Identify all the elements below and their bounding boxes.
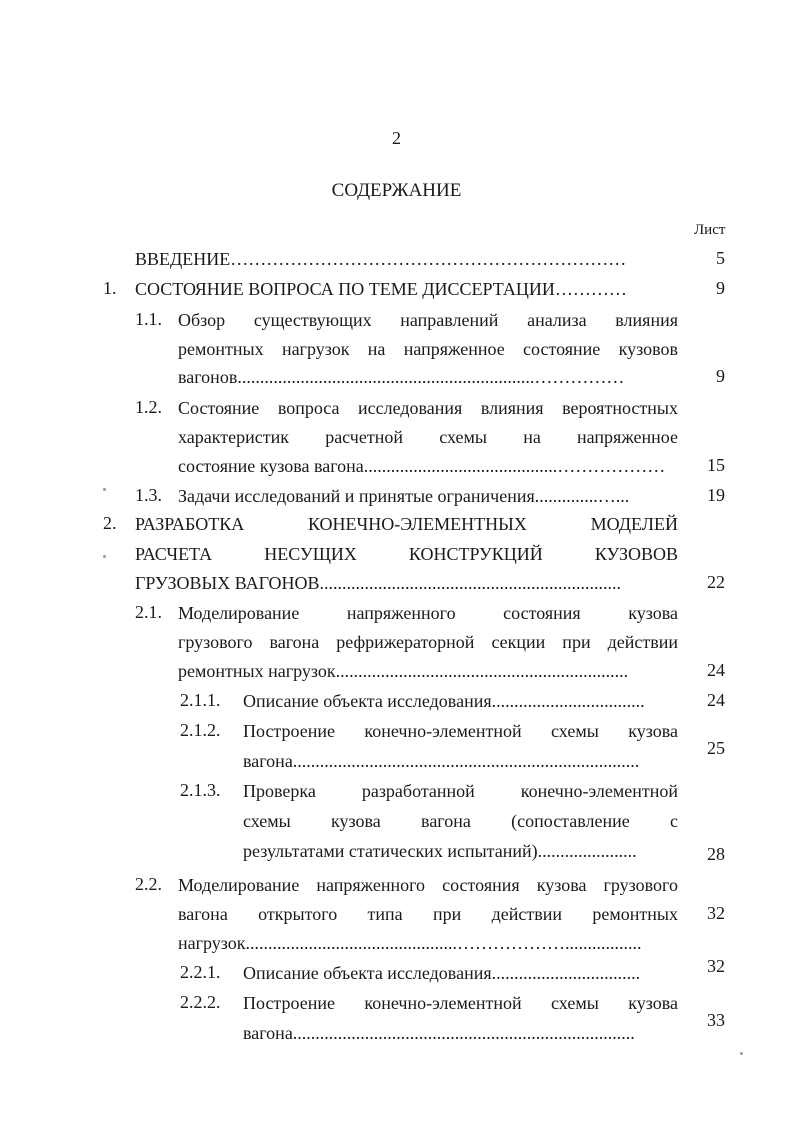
toc-entry-text: Задачи исследований и принятые ограничения..............…... bbox=[178, 486, 630, 506]
toc-entry-text: вагона............................................................................. bbox=[243, 751, 640, 771]
toc-entry-number: 2. bbox=[103, 513, 117, 533]
toc-entry-number: 2.2. bbox=[135, 874, 162, 894]
toc-entry-text: Состояние вопроса исследования влияния вероятностных bbox=[178, 398, 678, 418]
toc-entry-page: 5 bbox=[716, 248, 725, 268]
toc-entry-text: Обзор существующих направлений анализа влияния bbox=[178, 310, 678, 330]
toc-entry-page: 32 bbox=[707, 956, 725, 976]
toc-entry-page: 19 bbox=[707, 485, 725, 505]
toc-entry-number: 2.1. bbox=[135, 602, 162, 622]
scan-speck bbox=[103, 488, 106, 491]
toc-entry-page: 32 bbox=[707, 903, 725, 923]
scan-speck bbox=[740, 1052, 743, 1055]
toc-entry-page: 33 bbox=[707, 1010, 725, 1030]
toc-entry-text: схемы кузова вагона (сопоставление с bbox=[243, 811, 678, 831]
toc-entry-number: 2.2.2. bbox=[180, 992, 221, 1012]
toc-entry-text: РАЗРАБОТКА КОНЕЧНО-ЭЛЕМЕНТНЫХ МОДЕЛЕЙ bbox=[135, 514, 678, 534]
toc-entry-text: Построение конечно-элементной схемы кузова bbox=[243, 993, 678, 1013]
toc-entry-number: 1.2. bbox=[135, 397, 162, 417]
toc-entry-text: РАСЧЕТА НЕСУЩИХ КОНСТРУКЦИЙ КУЗОВОВ bbox=[135, 544, 678, 564]
toc-entry-text: грузового вагона рефрижераторной секции при действии bbox=[178, 632, 678, 652]
toc-entry-text: ГРУЗОВЫХ ВАГОНОВ................................................................... bbox=[135, 573, 622, 593]
toc-entry-number: 2.2.1. bbox=[180, 962, 221, 982]
toc-entry-text: ВВЕДЕНИЕ………………………………………………………… bbox=[135, 249, 627, 269]
toc-entry-text: Моделирование напряженного состояния кузова грузового bbox=[178, 875, 678, 895]
scan-speck bbox=[103, 555, 106, 558]
toc-entry-text: ремонтных нагрузок................................................................. bbox=[178, 661, 629, 681]
toc-entry-page: 15 bbox=[707, 455, 725, 475]
toc-entry-text: СОСТОЯНИЕ ВОПРОСА ПО ТЕМЕ ДИССЕРТАЦИИ………… bbox=[135, 279, 627, 299]
toc-entry-page: 9 bbox=[716, 366, 725, 386]
toc-entry-number: 2.1.3. bbox=[180, 780, 221, 800]
toc-entry-text: вагона............................................................................ bbox=[243, 1023, 635, 1043]
toc-entry-text: состояние кузова вагона...........................................……………… bbox=[178, 456, 666, 476]
toc-entry-text: результатами статических испытаний)...................... bbox=[243, 841, 637, 861]
toc-entry-text: Моделирование напряженного состояния кузова bbox=[178, 603, 678, 623]
toc-entry-text: Проверка разработанной конечно-элементной bbox=[243, 781, 678, 801]
toc-entry-text: характеристик расчетной схемы на напряженное bbox=[178, 427, 678, 447]
page-title: СОДЕРЖАНИЕ bbox=[331, 180, 462, 201]
toc-entry-text: Описание объекта исследования.................................. bbox=[243, 691, 645, 711]
toc-entry-page: 25 bbox=[707, 738, 725, 758]
toc-entry-number: 2.1.1. bbox=[180, 690, 221, 710]
toc-entry-text: Описание объекта исследования................................. bbox=[243, 963, 641, 983]
toc-entry-page: 9 bbox=[716, 278, 725, 298]
page-number: 2 bbox=[392, 128, 401, 148]
toc-entry-text: вагона открытого типа при действии ремонтных bbox=[178, 904, 678, 924]
toc-entry-number: 1. bbox=[103, 278, 117, 298]
toc-entry-text: Построение конечно-элементной схемы кузова bbox=[243, 721, 678, 741]
toc-entry-text: нагрузок...............................................………………................. bbox=[178, 933, 642, 953]
toc-entry-page: 28 bbox=[707, 844, 725, 864]
toc-entry-page: 24 bbox=[707, 660, 725, 680]
toc-entry-text: ремонтных нагрузок на напряженное состояние кузовов bbox=[178, 339, 678, 359]
toc-entry-number: 1.3. bbox=[135, 485, 162, 505]
toc-entry-page: 24 bbox=[707, 690, 725, 710]
toc-entry-text: вагонов..................................................................…………… bbox=[178, 367, 625, 387]
toc-entry-number: 1.1. bbox=[135, 309, 162, 329]
toc-entry-page: 22 bbox=[707, 572, 725, 592]
toc-entry-number: 2.1.2. bbox=[180, 720, 221, 740]
sheet-column-label: Лист bbox=[694, 222, 726, 238]
